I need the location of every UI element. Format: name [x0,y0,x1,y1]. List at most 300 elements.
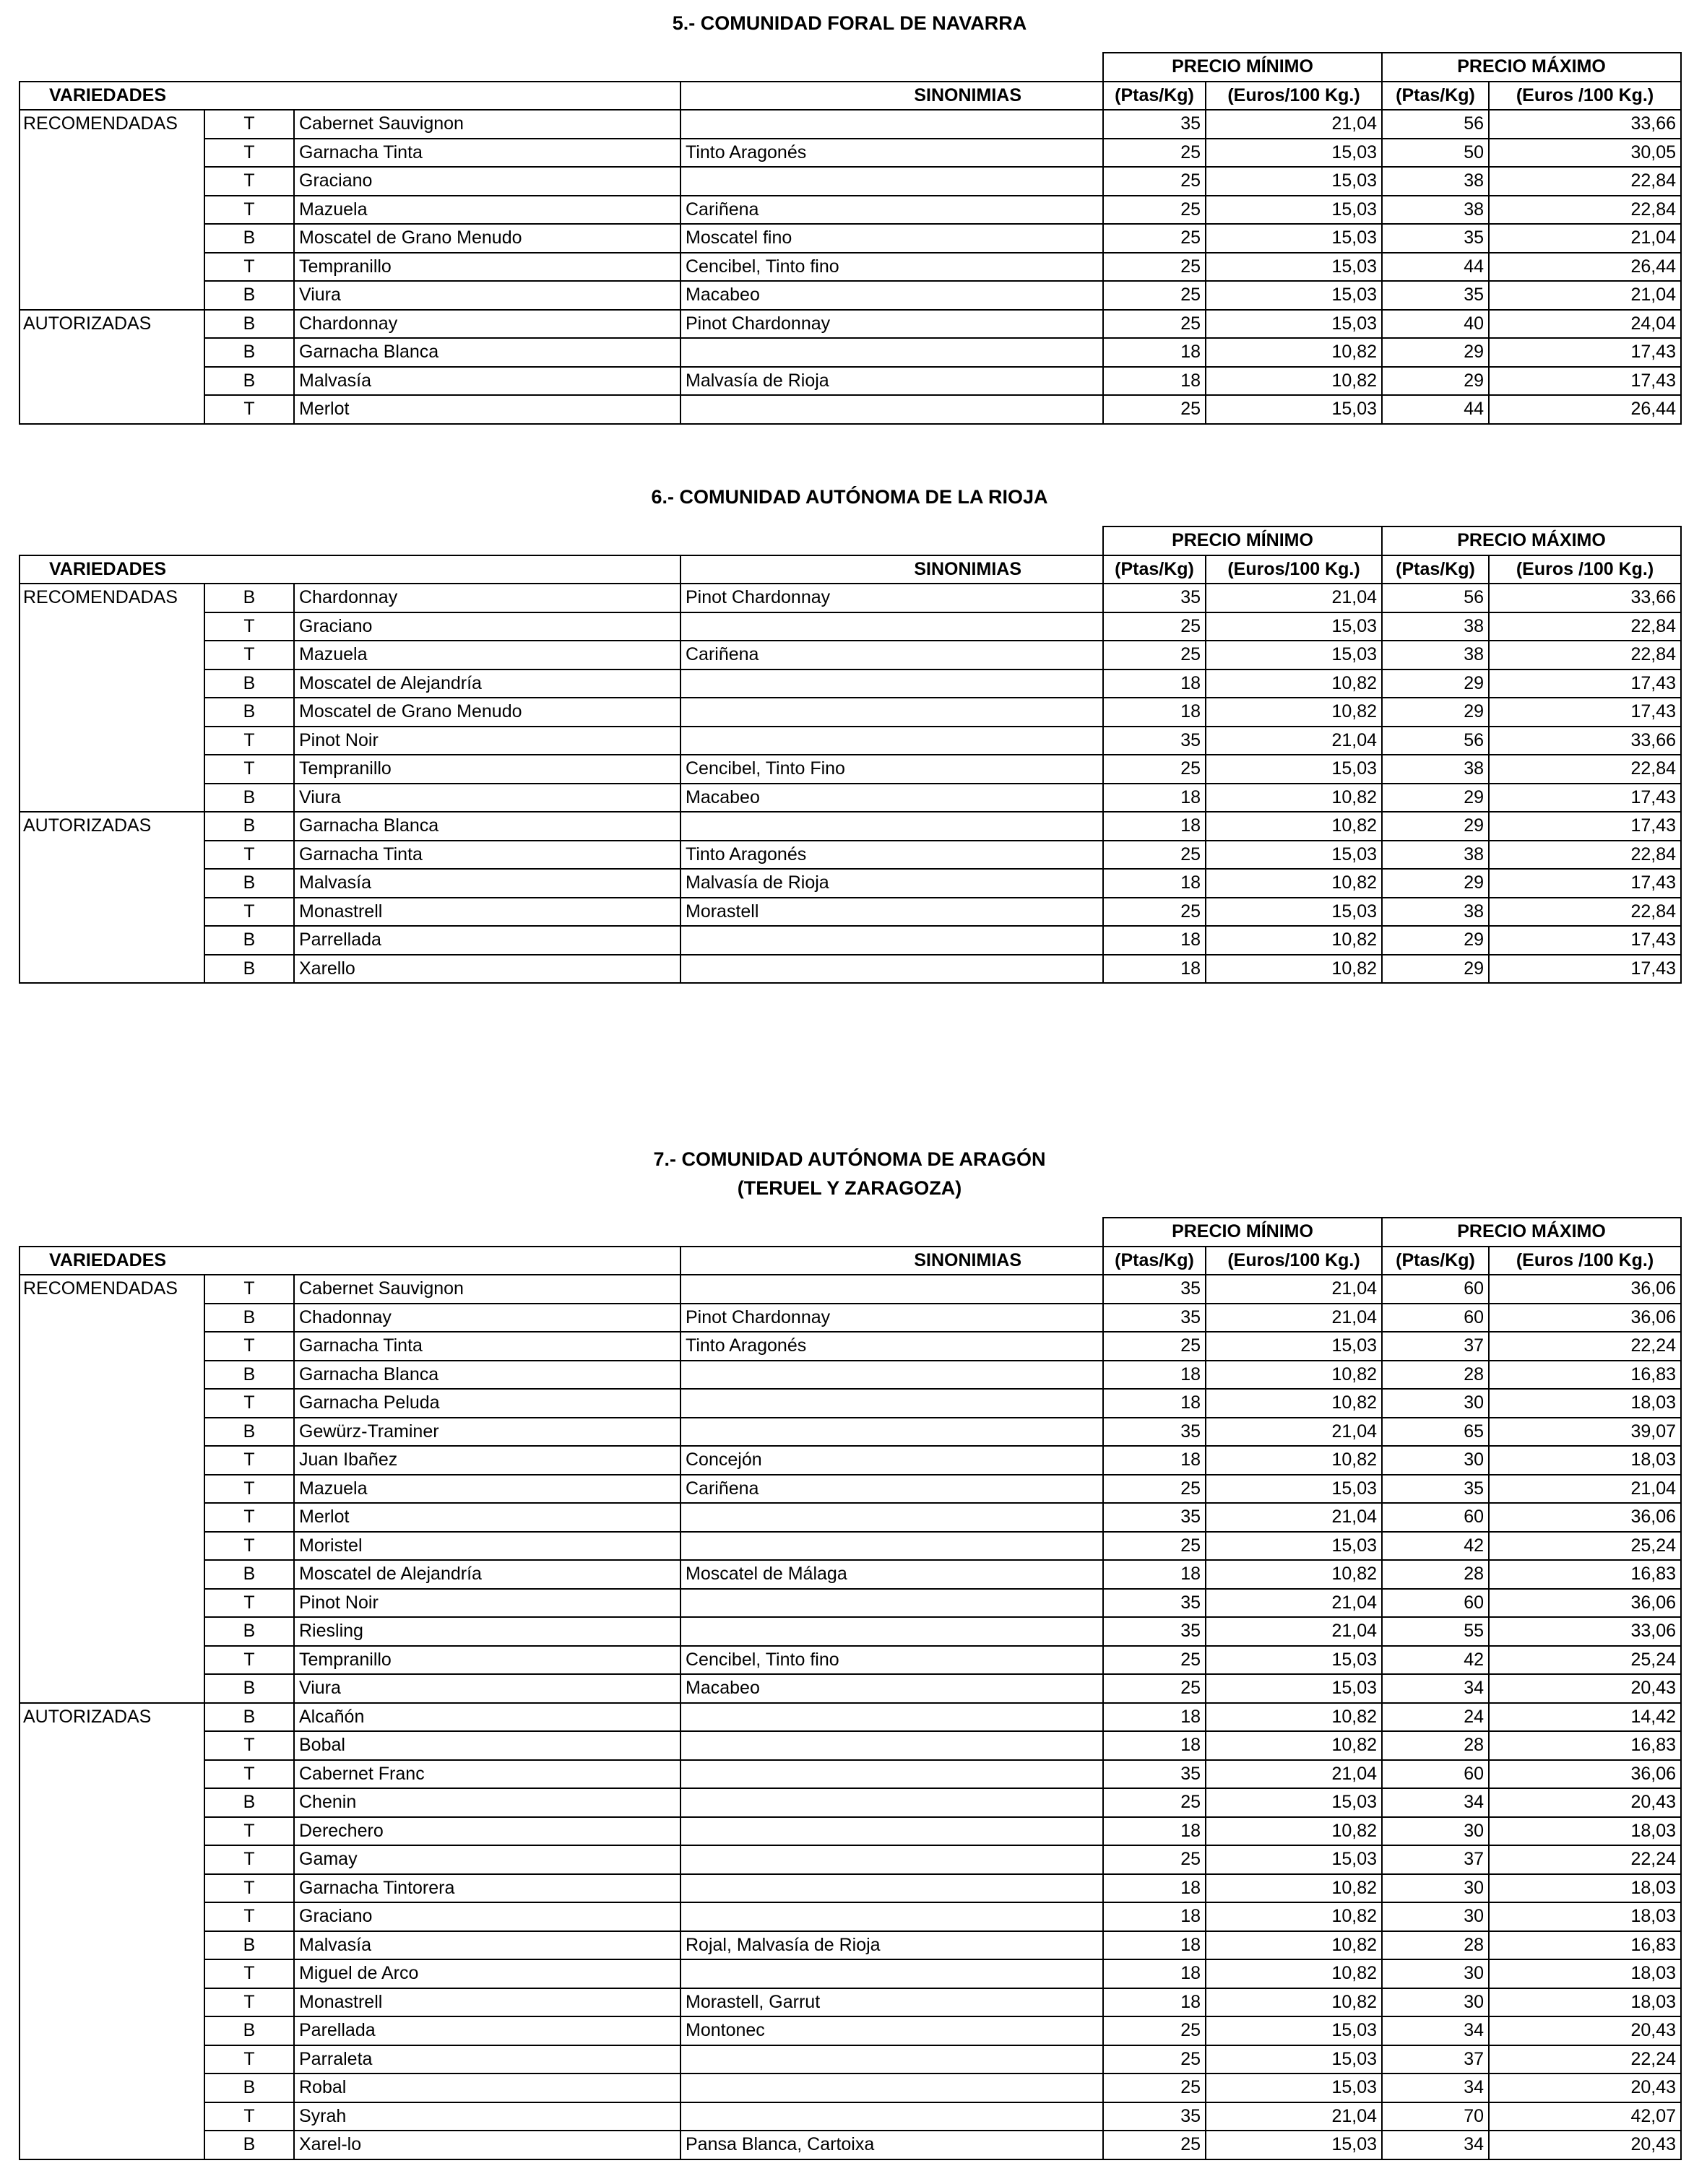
euros-max-cell: 36,06 [1489,1304,1681,1332]
color-cell: B [204,1560,294,1589]
table-row [20,698,1681,727]
variety-cell: Garnacha Blanca [294,812,680,841]
price-table [19,52,1682,425]
euros-min-cell: 10,82 [1206,367,1382,396]
color-cell: T [204,1503,294,1532]
category-cell [20,1988,204,2017]
header-euros-max: (Euros /100 Kg.) [1489,555,1681,584]
euros-min-cell: 15,03 [1206,898,1382,927]
table-row [20,755,1681,784]
euros-max-cell: 30,05 [1489,139,1681,168]
euros-min-cell: 10,82 [1206,812,1382,841]
category-cell [20,1617,204,1646]
euros-max-cell: 42,07 [1489,2102,1681,2131]
ptas-max-cell: 29 [1382,367,1489,396]
variety-cell: Moscatel de Grano Menudo [294,698,680,727]
ptas-max-cell: 38 [1382,841,1489,870]
euros-max-cell: 16,83 [1489,1731,1681,1760]
variety-cell: Merlot [294,1503,680,1532]
euros-min-cell: 10,82 [1206,1902,1382,1931]
synonyms-cell [680,727,1103,755]
ptas-min-cell: 18 [1103,869,1206,898]
ptas-max-cell: 60 [1382,1760,1489,1789]
synonyms-cell [680,1275,1103,1304]
table-row [20,1817,1681,1846]
euros-min-cell: 15,03 [1206,167,1382,196]
synonyms-cell: Cencibel, Tinto Fino [680,755,1103,784]
ptas-min-cell: 25 [1103,898,1206,927]
variety-cell: Monastrell [294,898,680,927]
euros-max-cell: 36,06 [1489,1760,1681,1789]
euros-max-cell: 36,06 [1489,1503,1681,1532]
ptas-min-cell: 25 [1103,1788,1206,1817]
ptas-max-cell: 30 [1382,1959,1489,1988]
euros-max-cell: 21,04 [1489,281,1681,310]
euros-min-cell: 10,82 [1206,1361,1382,1390]
ptas-max-cell: 37 [1382,1845,1489,1874]
synonyms-cell: Moscatel de Málaga [680,1560,1103,1589]
table-row [20,281,1681,310]
table-row [20,1959,1681,1988]
variety-cell: Monastrell [294,1988,680,2017]
table-row [20,1845,1681,1874]
color-cell: B [204,2016,294,2045]
variety-cell: Graciano [294,167,680,196]
euros-min-cell: 21,04 [1206,1304,1382,1332]
synonyms-cell: Pansa Blanca, Cartoixa [680,2131,1103,2159]
color-cell: T [204,841,294,870]
ptas-min-cell: 25 [1103,1532,1206,1561]
ptas-max-cell: 29 [1382,670,1489,698]
color-cell: T [204,1988,294,2017]
variety-cell: Gamay [294,1845,680,1874]
euros-max-cell: 14,42 [1489,1703,1681,1732]
euros-max-cell: 36,06 [1489,1275,1681,1304]
header-ptas-min: (Ptas/Kg) [1103,1247,1206,1275]
euros-min-cell: 15,03 [1206,1646,1382,1675]
ptas-max-cell: 60 [1382,1304,1489,1332]
euros-min-cell: 10,82 [1206,1703,1382,1732]
synonyms-cell: Rojal, Malvasía de Rioja [680,1931,1103,1960]
ptas-max-cell: 34 [1382,2016,1489,2045]
synonyms-cell: Cariñena [680,641,1103,670]
price-table [19,1217,1682,2160]
variety-cell: Pinot Noir [294,727,680,755]
euros-min-cell: 15,03 [1206,841,1382,870]
ptas-max-cell: 70 [1382,2102,1489,2131]
ptas-min-cell: 18 [1103,1817,1206,1846]
synonyms-cell: Morastell [680,898,1103,927]
synonyms-cell [680,338,1103,367]
ptas-min-cell: 18 [1103,1446,1206,1475]
synonyms-cell: Macabeo [680,281,1103,310]
ptas-min-cell: 35 [1103,1503,1206,1532]
table-row [20,1275,1681,1304]
euros-min-cell: 15,03 [1206,139,1382,168]
ptas-max-cell: 60 [1382,1275,1489,1304]
category-cell [20,727,204,755]
table-row [20,367,1681,396]
table-row [20,2074,1681,2102]
synonyms-cell [680,1874,1103,1903]
color-cell: B [204,926,294,955]
category-cell [20,167,204,196]
header-precio-maximo: PRECIO MÁXIMO [1382,1218,1681,1247]
variety-cell: Garnacha Blanca [294,1361,680,1390]
variety-cell: Graciano [294,1902,680,1931]
variety-cell: Riesling [294,1617,680,1646]
variety-cell: Viura [294,784,680,812]
synonyms-cell [680,1845,1103,1874]
euros-max-cell: 22,84 [1489,641,1681,670]
euros-min-cell: 10,82 [1206,1389,1382,1418]
variety-cell: Alcañón [294,1703,680,1732]
synonyms-cell: Tinto Aragonés [680,139,1103,168]
ptas-max-cell: 29 [1382,926,1489,955]
euros-max-cell: 18,03 [1489,1817,1681,1846]
variety-cell: Gewürz-Traminer [294,1418,680,1447]
variety-cell: Garnacha Tinta [294,841,680,870]
category-cell: RECOMENDADAS [20,110,204,139]
synonyms-cell: Morastell, Garrut [680,1988,1103,2017]
table-row [20,2016,1681,2045]
synonyms-cell [680,1503,1103,1532]
category-cell [20,1874,204,1903]
header-euros-max: (Euros /100 Kg.) [1489,82,1681,110]
category-cell [20,698,204,727]
euros-max-cell: 18,03 [1489,1874,1681,1903]
variety-cell: Chadonnay [294,1304,680,1332]
category-cell: RECOMENDADAS [20,584,204,612]
synonyms-cell [680,1817,1103,1846]
euros-min-cell: 21,04 [1206,1760,1382,1789]
table-row [20,253,1681,282]
color-cell: T [204,612,294,641]
ptas-max-cell: 50 [1382,139,1489,168]
category-cell [20,1845,204,1874]
euros-max-cell: 17,43 [1489,670,1681,698]
synonyms-cell [680,1731,1103,1760]
color-cell: T [204,395,294,424]
header-ptas-min: (Ptas/Kg) [1103,555,1206,584]
synonyms-cell: Cencibel, Tinto fino [680,253,1103,282]
ptas-min-cell: 25 [1103,167,1206,196]
ptas-min-cell: 25 [1103,395,1206,424]
euros-min-cell: 15,03 [1206,2131,1382,2159]
color-cell: B [204,784,294,812]
euros-min-cell: 15,03 [1206,2074,1382,2102]
ptas-max-cell: 56 [1382,727,1489,755]
category-cell: AUTORIZADAS [20,1703,204,1732]
category-cell [20,1931,204,1960]
ptas-max-cell: 30 [1382,1874,1489,1903]
color-cell: T [204,1874,294,1903]
euros-max-cell: 33,66 [1489,727,1681,755]
euros-max-cell: 20,43 [1489,2016,1681,2045]
header-variedades: VARIEDADES [20,82,680,110]
ptas-min-cell: 35 [1103,2102,1206,2131]
header-blank [20,526,1103,555]
synonyms-cell [680,1418,1103,1447]
color-cell: T [204,641,294,670]
ptas-min-cell: 25 [1103,2074,1206,2102]
synonyms-cell [680,812,1103,841]
ptas-min-cell: 25 [1103,1332,1206,1361]
ptas-max-cell: 29 [1382,812,1489,841]
table-row [20,641,1681,670]
category-cell [20,395,204,424]
header-precio-maximo: PRECIO MÁXIMO [1382,526,1681,555]
table-row [20,1731,1681,1760]
table-row [20,1788,1681,1817]
ptas-min-cell: 18 [1103,1959,1206,1988]
ptas-min-cell: 25 [1103,841,1206,870]
color-cell: T [204,167,294,196]
synonyms-cell [680,926,1103,955]
ptas-max-cell: 38 [1382,898,1489,927]
ptas-min-cell: 25 [1103,281,1206,310]
variety-cell: Parraleta [294,2045,680,2074]
variety-cell: Mazuela [294,641,680,670]
color-cell: B [204,2074,294,2102]
table-row [20,955,1681,984]
variety-cell: Moscatel de Grano Menudo [294,224,680,253]
category-cell: AUTORIZADAS [20,310,204,339]
synonyms-cell [680,395,1103,424]
ptas-max-cell: 38 [1382,612,1489,641]
euros-min-cell: 21,04 [1206,1617,1382,1646]
ptas-min-cell: 25 [1103,224,1206,253]
euros-min-cell: 10,82 [1206,1560,1382,1589]
variety-cell: Pinot Noir [294,1589,680,1618]
header-ptas-max: (Ptas/Kg) [1382,82,1489,110]
color-cell: T [204,2045,294,2074]
table-row [20,2131,1681,2159]
euros-max-cell: 17,43 [1489,784,1681,812]
ptas-max-cell: 56 [1382,110,1489,139]
ptas-max-cell: 34 [1382,2074,1489,2102]
ptas-max-cell: 28 [1382,1361,1489,1390]
ptas-max-cell: 38 [1382,641,1489,670]
section-aragon [19,1145,1680,2160]
euros-max-cell: 25,24 [1489,1532,1681,1561]
euros-max-cell: 22,84 [1489,841,1681,870]
variety-cell: Cabernet Sauvignon [294,1275,680,1304]
table-row [20,1560,1681,1589]
synonyms-cell [680,2074,1103,2102]
table-row [20,727,1681,755]
table-row [20,1646,1681,1675]
category-cell [20,2102,204,2131]
ptas-min-cell: 18 [1103,955,1206,984]
euros-max-cell: 22,84 [1489,755,1681,784]
header-euros-min: (Euros/100 Kg.) [1206,555,1382,584]
category-cell [20,1788,204,1817]
variety-cell: Juan Ibañez [294,1446,680,1475]
ptas-min-cell: 18 [1103,1560,1206,1589]
table-row [20,196,1681,225]
section-title: (TERUEL Y ZARAGOZA) [737,1177,962,1199]
ptas-max-cell: 34 [1382,1674,1489,1703]
category-cell [20,1503,204,1532]
ptas-min-cell: 35 [1103,727,1206,755]
category-cell [20,1902,204,1931]
ptas-max-cell: 28 [1382,1731,1489,1760]
ptas-max-cell: 37 [1382,2045,1489,2074]
ptas-max-cell: 65 [1382,1418,1489,1447]
ptas-min-cell: 18 [1103,1731,1206,1760]
ptas-min-cell: 35 [1103,1304,1206,1332]
color-cell: T [204,1731,294,1760]
header-variedades: VARIEDADES [20,1247,680,1275]
ptas-max-cell: 44 [1382,253,1489,282]
color-cell: T [204,2102,294,2131]
table-row [20,224,1681,253]
color-cell: T [204,110,294,139]
color-cell: T [204,898,294,927]
color-cell: T [204,1389,294,1418]
ptas-max-cell: 24 [1382,1703,1489,1732]
category-cell [20,1389,204,1418]
color-cell: T [204,1646,294,1675]
color-cell: B [204,1788,294,1817]
header-euros-max: (Euros /100 Kg.) [1489,1247,1681,1275]
synonyms-cell [680,1589,1103,1618]
color-cell: T [204,253,294,282]
euros-min-cell: 21,04 [1206,2102,1382,2131]
variety-cell: Cabernet Franc [294,1760,680,1789]
euros-min-cell: 15,03 [1206,612,1382,641]
variety-cell: Mazuela [294,1475,680,1504]
synonyms-cell [680,110,1103,139]
ptas-max-cell: 38 [1382,167,1489,196]
color-cell: T [204,1475,294,1504]
header-ptas-max: (Ptas/Kg) [1382,1247,1489,1275]
euros-max-cell: 22,84 [1489,196,1681,225]
header-row-prices [20,53,1681,82]
ptas-max-cell: 28 [1382,1560,1489,1589]
color-cell: B [204,224,294,253]
euros-min-cell: 10,82 [1206,1988,1382,2017]
ptas-max-cell: 35 [1382,1475,1489,1504]
color-cell: B [204,310,294,339]
table-row [20,1589,1681,1618]
table-row [20,1931,1681,1960]
category-cell [20,1959,204,1988]
table-row [20,841,1681,870]
variety-cell: Syrah [294,2102,680,2131]
category-cell [20,1817,204,1846]
variety-cell: Bobal [294,1731,680,1760]
synonyms-cell: Cariñena [680,196,1103,225]
ptas-min-cell: 18 [1103,1874,1206,1903]
header-row-columns [20,1247,1681,1275]
category-cell [20,196,204,225]
color-cell: B [204,367,294,396]
euros-max-cell: 33,06 [1489,1617,1681,1646]
ptas-min-cell: 25 [1103,755,1206,784]
category-cell [20,1446,204,1475]
category-cell [20,2131,204,2159]
euros-min-cell: 15,03 [1206,1332,1382,1361]
variety-cell: Garnacha Tinta [294,139,680,168]
euros-min-cell: 15,03 [1206,1674,1382,1703]
synonyms-cell [680,612,1103,641]
ptas-max-cell: 29 [1382,869,1489,898]
ptas-max-cell: 29 [1382,698,1489,727]
synonyms-cell [680,698,1103,727]
header-sinonimias: SINONIMIAS [680,555,1103,584]
euros-min-cell: 15,03 [1206,1788,1382,1817]
color-cell: T [204,1959,294,1988]
synonyms-cell: Concejón [680,1446,1103,1475]
variety-cell: Malvasía [294,869,680,898]
ptas-max-cell: 30 [1382,1389,1489,1418]
euros-min-cell: 10,82 [1206,1959,1382,1988]
variety-cell: Garnacha Tinta [294,1332,680,1361]
color-cell: T [204,139,294,168]
color-cell: T [204,1902,294,1931]
euros-min-cell: 10,82 [1206,1817,1382,1846]
ptas-max-cell: 30 [1382,1902,1489,1931]
euros-min-cell: 15,03 [1206,196,1382,225]
euros-min-cell: 10,82 [1206,338,1382,367]
category-cell [20,1418,204,1447]
ptas-min-cell: 18 [1103,784,1206,812]
table-row [20,338,1681,367]
header-row-columns [20,555,1681,584]
category-cell [20,755,204,784]
euros-min-cell: 10,82 [1206,869,1382,898]
header-ptas-max: (Ptas/Kg) [1382,555,1489,584]
ptas-max-cell: 35 [1382,281,1489,310]
section-title: 6.- COMUNIDAD AUTÓNOMA DE LA RIOJA [651,486,1048,508]
category-cell [20,1646,204,1675]
synonyms-cell [680,1959,1103,1988]
synonyms-cell: Moscatel fino [680,224,1103,253]
color-cell: T [204,1275,294,1304]
euros-min-cell: 15,03 [1206,281,1382,310]
variety-cell: Robal [294,2074,680,2102]
header-precio-maximo: PRECIO MÁXIMO [1382,53,1681,82]
euros-max-cell: 18,03 [1489,1902,1681,1931]
category-cell [20,1589,204,1618]
euros-max-cell: 22,84 [1489,898,1681,927]
header-sinonimias: SINONIMIAS [680,1247,1103,1275]
table-row [20,1617,1681,1646]
synonyms-cell [680,1703,1103,1732]
ptas-min-cell: 25 [1103,641,1206,670]
table-row [20,1389,1681,1418]
euros-max-cell: 26,44 [1489,253,1681,282]
euros-max-cell: 24,04 [1489,310,1681,339]
ptas-min-cell: 25 [1103,139,1206,168]
variety-cell: Merlot [294,395,680,424]
variety-cell: Xarello [294,955,680,984]
euros-min-cell: 10,82 [1206,955,1382,984]
ptas-min-cell: 25 [1103,2131,1206,2159]
table-row [20,926,1681,955]
euros-max-cell: 17,43 [1489,367,1681,396]
ptas-min-cell: 18 [1103,1361,1206,1390]
ptas-min-cell: 35 [1103,1275,1206,1304]
euros-min-cell: 15,03 [1206,641,1382,670]
category-cell [20,841,204,870]
ptas-max-cell: 60 [1382,1503,1489,1532]
euros-max-cell: 17,43 [1489,926,1681,955]
variety-cell: Chardonnay [294,310,680,339]
table-row [20,1674,1681,1703]
